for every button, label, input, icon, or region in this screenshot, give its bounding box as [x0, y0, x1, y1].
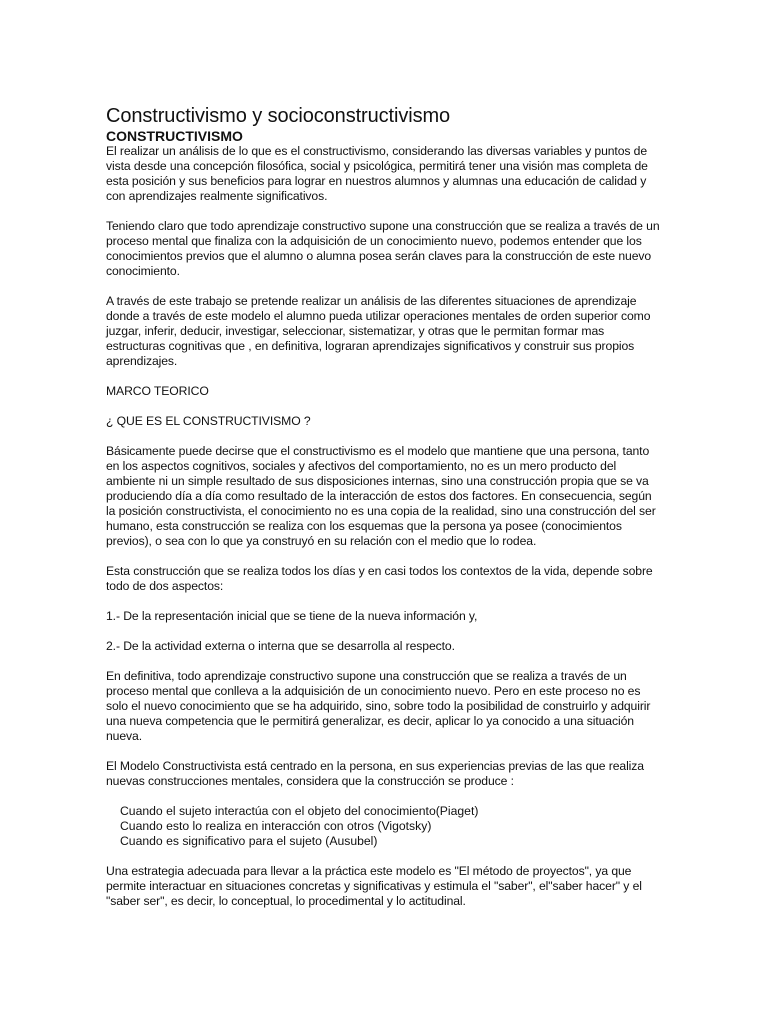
list-item: Cuando esto lo realiza en interacción con otros (Vigotsky) — [120, 819, 432, 833]
paragraph: A través de este trabajo se pretende realizar un análisis de las diferentes situaciones de aprendizaje donde a través de este modelo el alumno pueda utilizar operaciones mentales de orden superior como juzgar, inferir, deducir, investigar, seleccionar, sistematizar, y otras que le permitan formar mas estructuras cognitivas que , en definitiva, lograran aprendizajes significativos y construir sus propios aprendizajes. — [106, 294, 651, 368]
paragraph: El realizar un análisis de lo que es el constructivismo, considerando las diversas variables y puntos de vista desde una concepción filosófica, social y psicológica, permitirá tener una visión mas completa de esta posición y sus beneficios para lograr en nuestros alumnos y alumnas una educación de calidad y con aprendizajes realmente significativos. — [106, 144, 648, 203]
section-label-marco-teorico: MARCO TEORICO — [106, 384, 209, 398]
construction-list — [106, 804, 662, 849]
question-heading: ¿ QUE ES EL CONSTRUCTIVISMO ? — [106, 414, 311, 428]
paragraph: Básicamente puede decirse que el constructivismo es el modelo que mantiene que una persona, tanto en los aspectos cognitivos, sociales y afectivos del comportamiento, no es un mero producto del ambiente ni un simple resultado de sus disposiciones internas, sino una construcción propia que se va produciendo día a día como resultado de la interacción de estos dos factores. En consecuencia, según la posición constructivista, el conocimiento no es una copia de la realidad, sino una construcción del ser humano, esta construcción se realiza con los esquemas que la persona ya posee (conocimientos previos), o sea con lo que ya construyó en su relación con el medio que lo rodea. — [106, 444, 656, 548]
paragraph: El Modelo Constructivista está centrado en la persona, en sus experiencias previas de las que realiza nuevas construcciones mentales, considera que la construcción se produce : — [106, 759, 644, 788]
closing-paragraph: Una estrategia adecuada para llevar a la práctica este modelo es "El método de proyectos", ya que permite interactuar en situaciones concretas y significativas y estimula el "saber", el"saber hacer" y el "saber ser", es decir, lo conceptual, lo procedimental y lo actitudinal. — [106, 864, 642, 908]
document-title: Constructivismo y socioconstructivismo — [106, 105, 451, 127]
paragraph: En definitiva, todo aprendizaje constructivo supone una construcción que se realiza a través de un proceso mental que conlleva a la adquisición de un conocimiento nuevo. Pero en este proceso no es solo el nuevo conocimiento que se ha adquirido, sino, sobre todo la posibilidad de construirlo y adquirir una nueva competencia que le permitirá generalizar, es decir, aplicar lo ya conocido a una situación nueva. — [106, 669, 651, 743]
list-item: Cuando el sujeto interactúa con el objeto del conocimiento(Piaget) — [120, 804, 479, 818]
section-heading: CONSTRUCTIVISMO — [106, 128, 243, 144]
paragraph: Teniendo claro que todo aprendizaje constructivo supone una construcción que se realiza a través de un proceso mental que finaliza con la adquisición de un conocimiento nuevo, podemos entender que los conocimientos previos que el alumno o alumna posea serán claves para la construcción de este nuevo conocimiento. — [106, 219, 660, 278]
numbered-point-1: 1.- De la representación inicial que se tiene de la nueva información y, — [106, 609, 478, 623]
list-item: Cuando es significativo para el sujeto (Ausubel) — [120, 834, 378, 848]
numbered-point-2: 2.- De la actividad externa o interna que se desarrolla al respecto. — [106, 639, 455, 653]
paragraph: Esta construcción que se realiza todos los días y en casi todos los contextos de la vida, depende sobre todo de dos aspectos: — [106, 564, 653, 593]
document-page — [106, 104, 662, 924]
